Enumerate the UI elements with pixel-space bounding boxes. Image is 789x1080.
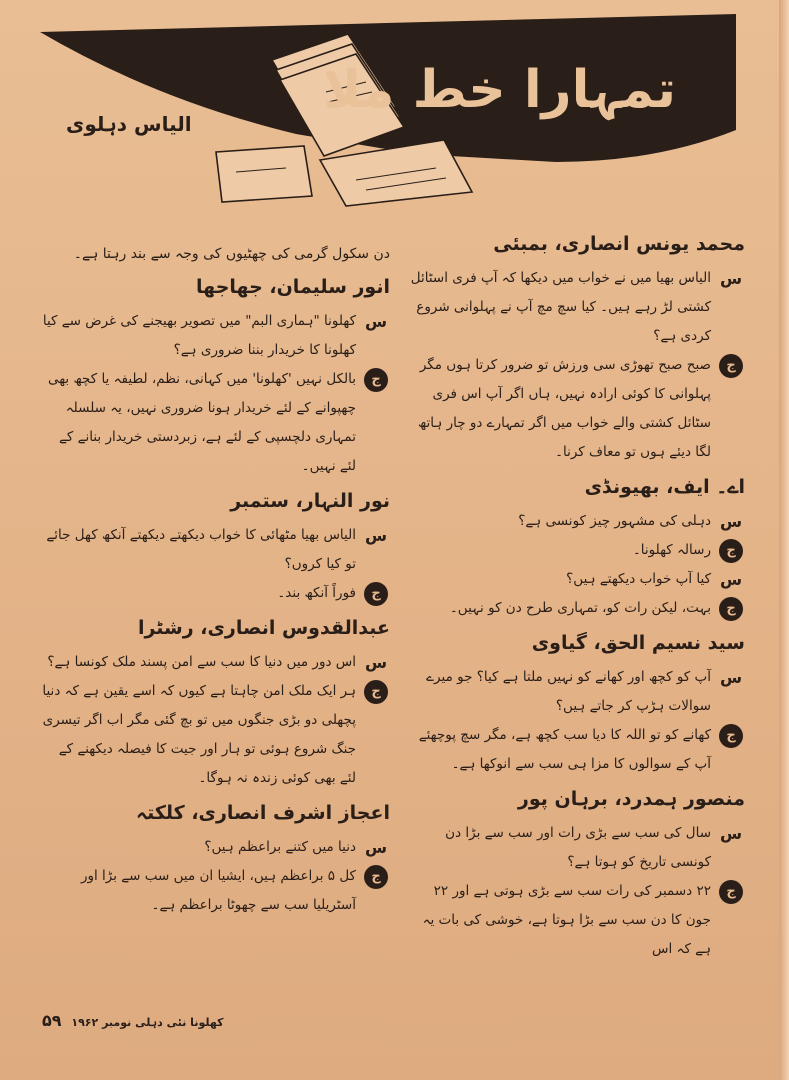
letter-block	[40, 799, 390, 920]
page-number: ۵۹	[42, 1011, 62, 1030]
answer	[40, 579, 390, 608]
question	[405, 819, 745, 877]
answer-badge-icon: ج	[364, 680, 388, 704]
question-marker: س	[719, 570, 743, 589]
letter-sender: اعجاز اشرف انصاری، کلکتہ	[135, 802, 390, 824]
question-text: کیا آپ خواب دیکھتے ہیں؟	[566, 571, 711, 587]
answer-text: بہت، لیکن رات کو، تمہاری طرح دن کو نہیں۔	[449, 600, 711, 616]
answer-badge-icon: ج	[364, 368, 388, 392]
answer-text: ۲۲ دسمبر کی رات سب سے بڑی ہوتی ہے اور ۲۲ جون کا دن سب سے بڑا ہوتا ہے، خوشی کی بات یہ ہے کہ اس	[422, 883, 711, 957]
answer-text: صبح صبح تھوڑی سی ورزش تو ضرور کرتا ہوں مگر پہلوانی کا کوئی ارادہ نہیں، ہاں اگر آپ اس فری سٹائل کشتی والے خواب میں اگر تمہارے دو چار ہاتھ لگا دیئے ہوں تو معاف کرنا۔	[417, 357, 711, 460]
left-column	[40, 240, 390, 926]
question-marker: س	[719, 668, 743, 687]
question-marker: س	[364, 526, 388, 545]
answer	[405, 351, 745, 467]
answer-text: کھانے کو تو اللہ کا دیا سب کچھ ہے، مگر سچ پوچھئے آپ کے سوالوں کا مزا ہی سب سے انوکھا ہے۔	[418, 727, 711, 772]
letter-sender: عبدالقدوس انصاری، رشٹرا	[137, 617, 390, 639]
author-name: الیاس دہلوی	[66, 112, 192, 136]
question-text: الیاس بھیا میں نے خواب میں دیکھا کہ آپ فری اسٹائل کشتی لڑ رہے ہیں۔ کیا سچ مچ آپ نے پہلوانی شروع کردی ہے؟	[410, 270, 711, 344]
answer-text: فوراً آنکھ بند۔	[277, 585, 356, 601]
letter-sender: منصور ہمدرد، برہان پور	[517, 788, 745, 810]
question-marker: س	[719, 512, 743, 531]
question-text: اس دور میں دنیا کا سب سے امن پسند ملک کونسا ہے؟	[47, 654, 356, 670]
letter-block	[40, 273, 390, 481]
answer-badge-icon: ج	[719, 597, 743, 621]
letter-block	[40, 614, 390, 793]
question	[40, 648, 390, 677]
letter-sender: اے۔ ایف، بھیونڈی	[584, 476, 745, 498]
letter-sender: انور سلیمان، جھاجھا	[196, 276, 390, 298]
continued-text: دن سکول گرمی کی چھٹیوں کی وجہ سے بند رہتا ہے۔	[73, 246, 390, 262]
answer-text: کل ۵ براعظم ہیں، ایشیا ان میں سب سے بڑا اور آسٹریلیا سب سے چھوٹا براعظم ہے۔	[80, 868, 356, 913]
answer-badge-icon: ج	[364, 582, 388, 606]
question-text: الیاس بھیا مٹھائی کا خواب دیکھتے دیکھتے آنکھ کھل جائے تو کیا کروں؟	[46, 527, 356, 572]
answer-badge-icon: ج	[719, 539, 743, 563]
question	[40, 521, 390, 579]
answer-text: رسالہ کھلونا۔	[632, 542, 711, 558]
letter-sender: سید نسیم الحق، گیاوی	[531, 632, 745, 654]
answer	[405, 721, 745, 779]
question	[405, 663, 745, 721]
letter-block	[405, 473, 745, 623]
page-footer	[42, 1011, 224, 1030]
right-column	[405, 226, 745, 970]
letter-sender: نور النہار، ستمبر	[230, 490, 390, 512]
answer-badge-icon: ج	[364, 865, 388, 889]
question-marker: س	[719, 824, 743, 843]
answer	[40, 677, 390, 793]
answer	[405, 536, 745, 565]
answer-badge-icon: ج	[719, 880, 743, 904]
letter-sender: محمد یونس انصاری، بمبئی	[493, 233, 745, 255]
answer	[40, 862, 390, 920]
answer-text: ہر ایک ملک امن چاہتا ہے کیوں کہ اسے یقین ہے کہ دنیا پچھلی دو بڑی جنگوں میں تو بچ گئی مگر اب اگر تیسری جنگ شروع ہوئی تو ہار اور جیت کا فیصلہ دیکھنے کے لئے بھی کوئی زندہ نہ ہوگا۔	[42, 683, 356, 786]
question-text: دنیا میں کتنے براعظم ہیں؟	[204, 839, 356, 855]
question	[405, 264, 745, 351]
question	[40, 833, 390, 862]
question-text: کھلونا "ہماری البم" میں تصویر بھیجنے کی غرض سے کیا کھلونا کا خریدار بننا ضروری ہے؟	[42, 313, 356, 358]
question-marker: س	[364, 838, 388, 857]
answer	[405, 877, 745, 964]
answer	[405, 594, 745, 623]
letter-block	[405, 230, 745, 467]
page-edge	[779, 0, 789, 1080]
answer	[40, 365, 390, 481]
answer-badge-icon: ج	[719, 724, 743, 748]
question-marker: س	[364, 653, 388, 672]
question-marker: س	[364, 312, 388, 331]
answer-text: بالکل نہیں 'کھلونا' میں کہانی، نظم، لطیفہ یا کچھ بھی چھپوانے کے لئے خریدار ہونا ضروری نہیں، یہ سلسلہ تمہاری دلچسپی کے لئے ہے، زبردستی خریدار بنانے کے لئے نہیں۔	[47, 371, 356, 474]
question-marker: س	[719, 269, 743, 288]
column-title: تمہارا خط ملا	[322, 60, 676, 120]
letter-block	[40, 487, 390, 608]
question	[405, 565, 745, 594]
letter-block	[405, 785, 745, 964]
question-text: آپ کو کچھ اور کھانے کو نہیں ملتا ہے کیا؟ جو میرے سوالات ہڑپ کر جاتے ہیں؟	[426, 669, 711, 714]
question-text: دہلی کی مشہور چیز کونسی ہے؟	[518, 513, 711, 529]
question	[40, 307, 390, 365]
footer-text: کھلونا نئی دہلی نومبر ۱۹۶۲	[71, 1016, 224, 1029]
question	[405, 507, 745, 536]
question-text: سال کی سب سے بڑی رات اور سب سے بڑا دن کونسی تاریخ کو ہوتا ہے؟	[445, 825, 711, 870]
answer-badge-icon: ج	[719, 354, 743, 378]
letter-block	[405, 629, 745, 779]
